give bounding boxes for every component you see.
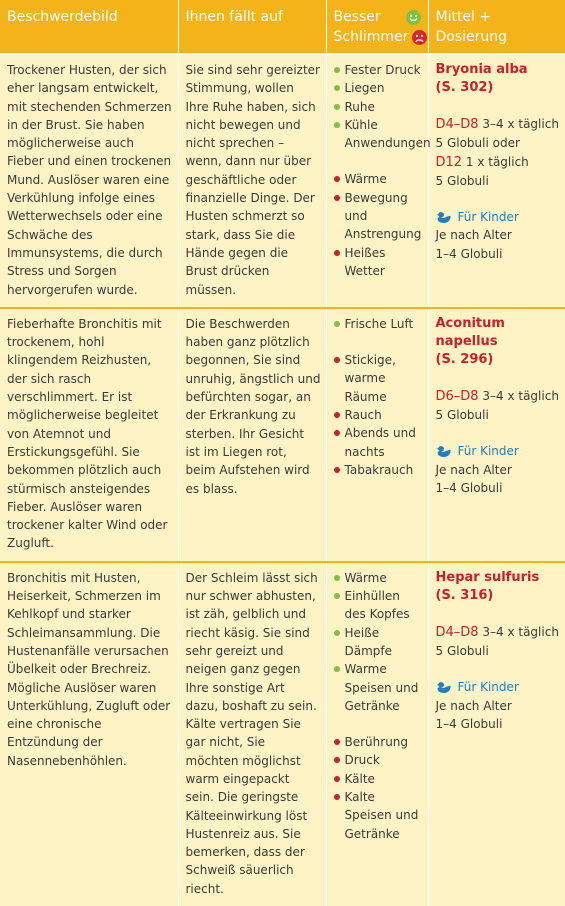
kids-label-text: Für Kinder	[457, 210, 519, 225]
dosing-potency: D4–D8	[435, 624, 479, 640]
remedy-name: Aconitum napellus	[435, 315, 505, 349]
schlimmer-list	[334, 733, 423, 843]
remedy-name: Hepar sulfuris	[435, 569, 540, 585]
besser-list	[334, 61, 431, 152]
remedy-page: (S. 316)	[435, 587, 494, 603]
table-row	[0, 308, 565, 562]
dosing-frequency: 3–4 x täglich	[478, 117, 559, 131]
dosing-frequency: 1 x täglich	[462, 154, 529, 169]
duck-icon	[436, 445, 452, 458]
kids-text-dose: 1–4 Globuli	[435, 481, 503, 496]
list-item: Warme Speisen und Getränke	[334, 660, 423, 715]
dosing-potency: D4–D8	[435, 117, 479, 132]
dosing-line	[436, 153, 561, 172]
list-item: Berührung	[334, 733, 423, 751]
dosing-frequency: 3–4 x täglich	[478, 388, 559, 403]
list-item: Heißes Wetter	[334, 244, 423, 281]
ihnen-faellt-auf-cell	[178, 308, 326, 562]
kids-text-age: Je nach Alter	[435, 228, 512, 243]
kids-block	[436, 208, 561, 263]
list-item: Liegen	[334, 79, 423, 97]
kids-label	[436, 208, 561, 226]
kids-block	[436, 678, 561, 733]
kids-label-text: Für Kinder	[457, 444, 519, 459]
list-item: Kühle Anwendungen	[334, 116, 423, 153]
kids-text-age: Je nach Alter	[435, 462, 512, 477]
dosing-amount: 5 Globuli	[435, 644, 489, 659]
besser-schlimmer-cell	[326, 308, 428, 562]
kids-label-text: Für Kinder	[457, 680, 519, 695]
list-item: Frische Luft	[334, 315, 423, 333]
dosing-amount: 5 Globuli	[435, 408, 489, 423]
remedy-name: Bryonia alba	[435, 62, 528, 77]
schlimmer-list	[334, 170, 423, 280]
kids-text-dose: 1–4 Globuli	[435, 246, 503, 261]
beschwerdebild-cell	[0, 562, 178, 906]
dosing-amount: 5 Globuli oder	[435, 136, 520, 151]
header-schlimmer-label: Schlimmer	[333, 29, 409, 45]
list-item: Rauch	[334, 406, 423, 424]
table-header-row	[0, 0, 565, 54]
list-item: Heiße Dämpfe	[334, 624, 423, 661]
duck-icon	[436, 681, 452, 694]
dosing-block	[436, 623, 561, 661]
mittel-dosierung-cell	[428, 562, 565, 906]
kids-text-dose: 1–4 Globuli	[435, 716, 503, 731]
list-item: Kälte	[334, 770, 423, 788]
ihnen-faellt-auf-cell	[178, 562, 326, 906]
header-besser-label: Besser	[333, 9, 381, 25]
list-item: Kalte Speisen und Getränke	[334, 788, 423, 843]
beschwerdebild-cell	[0, 308, 178, 562]
dosing-line	[436, 115, 561, 134]
ihnen-faellt-auf-text: Der Schleim lässt sich nur schwer abhusten, ist zäh, gelblich und riecht käsig. Sie sind sehr gereizt und neigen ganz gegen Ihre sonstige Art dazu, boshaft zu sein. Kälte vertragen Sie gar nicht, Sie möchten möglichst warm eingepackt sein. Die geringste Kälteeinwirkung löst Hustenreiz aus. Sie bemerken, dass der Schweiß säuerlich riecht.	[185, 570, 318, 896]
table-row	[0, 562, 565, 906]
kids-block	[436, 442, 561, 497]
list-item: Tabakrauch	[334, 461, 423, 479]
duck-icon	[436, 211, 452, 224]
list-item: Druck	[334, 751, 423, 769]
kids-label	[436, 442, 561, 460]
beschwerdebild-cell	[0, 54, 178, 308]
list-item: Abends und nachts	[334, 424, 423, 461]
list-item: Fester Druck	[334, 61, 423, 79]
mittel-dosierung-cell	[428, 54, 565, 308]
green-smiley-icon	[406, 10, 421, 25]
list-item: Wärme	[334, 170, 423, 188]
dosing-block	[436, 387, 561, 425]
beschwerdebild-text: Fieberhafte Bronchitis mit trockenem, hohl klingendem Reizhusten, der sich rasch verschlimmert. Er ist möglicherweise begleitet von Atemnot und Erstickungsgefühl. Sie bekommen plötzlich auch stürmisch ansteigendes Fieber. Auslöser waren trockener kalter Wind oder Zugluft.	[7, 316, 168, 551]
ihnen-faellt-auf-text: Die Beschwerden haben ganz plötzlich begonnen, Sie sind unruhig, ängstlich und befürchten sogar, an der Erkrankung zu sterben. Ihr Gesicht ist im Liegen rot, beim Aufstehen wird es blass.	[185, 316, 321, 496]
dosing-block	[436, 115, 561, 190]
remedy-page: (S. 302)	[435, 80, 494, 95]
dosing-line	[436, 387, 561, 406]
list-item: Bewegung und Anstrengung	[334, 189, 423, 244]
header-besser-schlimmer	[326, 0, 428, 54]
schlimmer-list	[334, 351, 423, 479]
header-beschwerdebild: Beschwerdebild	[0, 0, 178, 54]
dosing-potency: D12	[435, 154, 463, 170]
dosing-amount: 5 Globuli	[435, 173, 489, 188]
list-item: Ruhe	[334, 98, 423, 116]
dosing-line	[436, 623, 561, 642]
dosing-potency: D6–D8	[435, 388, 479, 404]
beschwerdebild-text: Trockener Husten, der sich eher langsam entwickelt, mit stechenden Schmerzen in der Brust. Sie haben möglicherweise auch Fieber und einen trockenen Mund. Auslöser waren eine Verkühlung infolge eines Wetterwechsels oder eine Schwäche des Immunsystems, die durch Stress und Sorgen hervorgerufen wurde.	[7, 63, 172, 297]
header-ihnen-faellt-auf: Ihnen fällt auf	[178, 0, 326, 54]
ihnen-faellt-auf-cell	[178, 54, 326, 308]
besser-list	[334, 315, 423, 333]
mittel-dosierung-cell	[428, 308, 565, 562]
remedy-page: (S. 296)	[435, 351, 494, 367]
ihnen-faellt-auf-text: Sie sind sehr gereizter Stimmung, wollen Ihre Ruhe haben, sich nicht bewegen und nicht sprechen – wenn, dann nur über geschäftliche oder finanzielle Dinge. Der Husten schmerzt so stark, dass Sie die Hände gegen die Brust drücken müssen.	[185, 63, 320, 297]
kids-text-age: Je nach Alter	[435, 698, 512, 713]
list-item: Stickige, warme Räume	[334, 351, 423, 406]
list-item: Wärme	[334, 569, 423, 587]
beschwerdebild-text: Bronchitis mit Husten, Heiserkeit, Schmerzen im Kehlkopf und starker Schleimansammlung. Die Hustenanfälle verursachen Übelkeit oder Brechreiz. Mögliche Auslöser waren Unterkühlung, Zugluft oder eine chronische Entzündung der Nasennebenhöhlen.	[7, 570, 171, 768]
besser-list	[334, 569, 423, 715]
besser-schlimmer-cell	[326, 562, 428, 906]
kids-label	[436, 678, 561, 696]
dosing-frequency: 3–4 x täglich	[478, 624, 559, 639]
besser-schlimmer-cell	[326, 54, 431, 308]
red-frown-icon	[412, 30, 427, 45]
header-mittel-dosierung: Mittel + Dosierung	[428, 0, 565, 54]
table-row	[0, 54, 565, 308]
list-item: Einhüllen des Kopfes	[334, 587, 423, 624]
